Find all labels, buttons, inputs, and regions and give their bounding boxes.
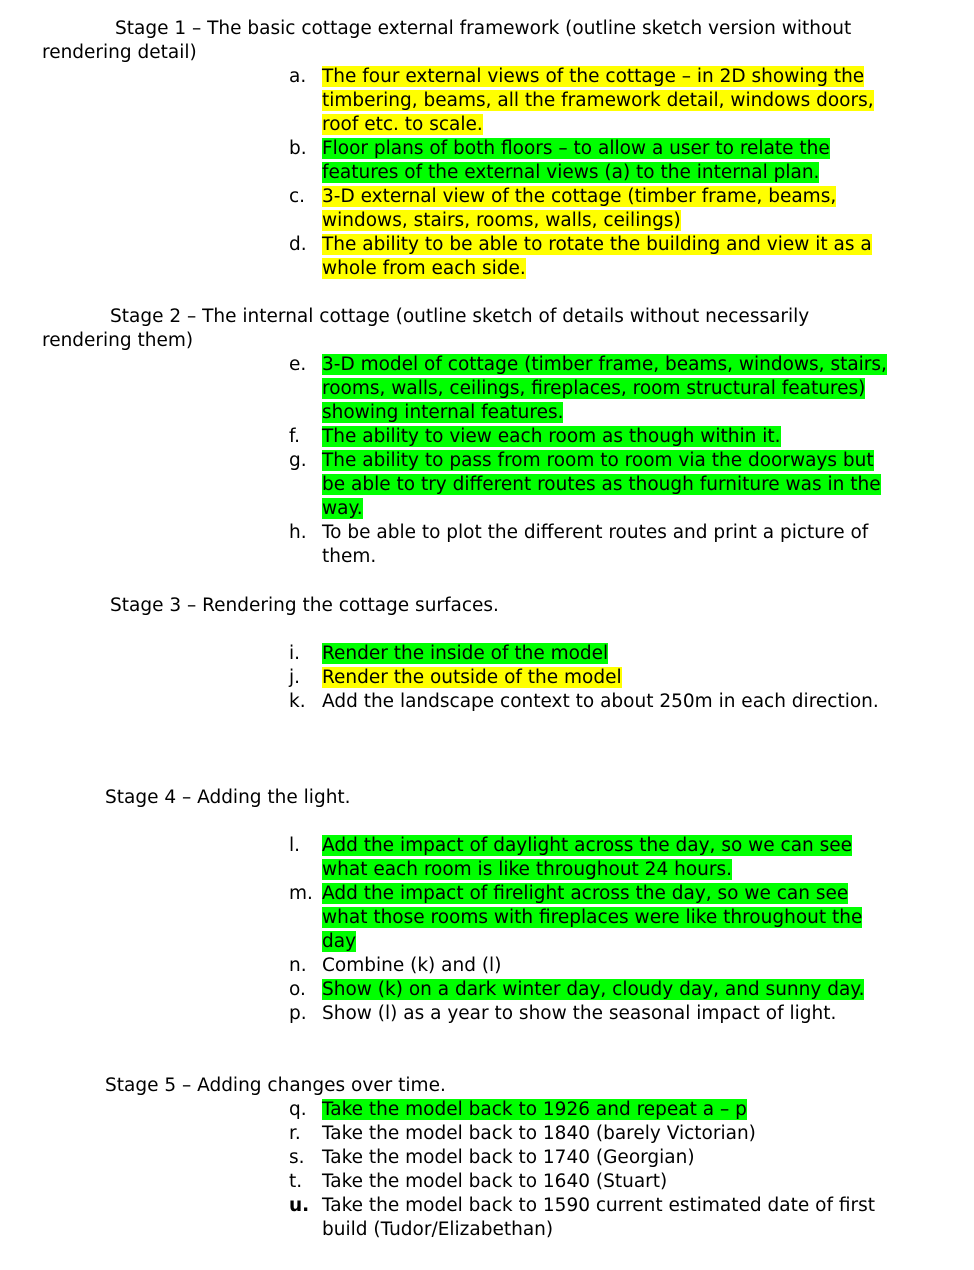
list-item-text: The ability to view each room as though within it. [322,426,781,447]
list-item-text: Render the inside of the model [322,643,609,664]
stage-1-heading [115,17,851,41]
list-item-text: Take the model back to 1740 (Georgian) [322,1147,695,1168]
stage-5-heading-line1: Stage 5 – Adding changes over time. [105,1075,446,1096]
stage-1-heading-line1: Stage 1 – The basic cottage external framework (outline sketch version without [115,18,852,39]
list-item-a [289,65,889,137]
list-item-u [289,1194,889,1242]
list-marker: b. [289,138,307,159]
list-item-text: Take the model back to 1640 (Stuart) [322,1171,668,1192]
stage-3-heading-line1: Stage 3 – Rendering the cottage surfaces. [110,595,499,616]
list-item-l [289,834,889,882]
list-item-s [289,1146,889,1170]
list-item-t [289,1170,889,1194]
list-marker: t. [289,1171,303,1192]
list-marker: c. [289,186,306,207]
stage-5-heading [105,1074,446,1098]
list-item-b [289,137,889,185]
list-item-m [289,882,889,954]
stage-2-heading-continued [42,329,193,353]
list-item-q [289,1098,889,1122]
list-marker: h. [289,522,307,543]
list-item-f [289,425,889,449]
list-item-text: Take the model back to 1590 current estimated date of first build (Tudor/Elizabethan) [322,1195,875,1240]
list-marker: g. [289,450,307,471]
stage-2-heading-line1: Stage 2 – The internal cottage (outline sketch of details without necessarily [110,306,810,327]
list-item-text: Floor plans of both floors – to allow a user to relate the features of the external views (a) to the internal plan. [322,138,830,183]
stage-4-heading-line1: Stage 4 – Adding the light. [105,787,351,808]
list-marker: u. [289,1195,310,1216]
list-item-text: Combine (k) and (l) [322,955,502,976]
list-item-text: The ability to pass from room to room via the doorways but be able to try different routes as though furniture was in the way. [322,450,881,519]
list-marker: i. [289,643,301,664]
list-marker: m. [289,883,313,904]
list-item-c [289,185,889,233]
list-item-text: Render the outside of the model [322,667,622,688]
list-marker: a. [289,66,307,87]
stage-2-heading [110,305,809,329]
list-item-text: 3-D model of cottage (timber frame, beams, windows, stairs, rooms, walls, ceilings, fireplaces, room structural features) showing internal features. [322,354,887,423]
list-item-text: Take the model back to 1840 (barely Victorian) [322,1123,756,1144]
list-marker: r. [289,1123,301,1144]
list-item-n [289,954,889,978]
list-marker: f. [289,426,301,447]
list-item-text: 3-D external view of the cottage (timber frame, beams, windows, stairs, rooms, walls, ceilings) [322,186,837,231]
list-marker: p. [289,1003,307,1024]
list-item-text: The four external views of the cottage – in 2D showing the timbering, beams, all the framework detail, windows doors, roof etc. to scale. [322,66,874,135]
list-item-text: Show (l) as a year to show the seasonal impact of light. [322,1003,837,1024]
list-item-o [289,978,889,1002]
list-marker: q. [289,1099,307,1120]
list-item-k [289,690,889,714]
list-item-e [289,353,889,425]
list-item-text: The ability to be able to rotate the building and view it as a whole from each side. [322,234,872,279]
list-marker: l. [289,835,301,856]
stage-4-heading [105,786,351,810]
list-marker: j. [289,667,301,688]
list-marker: d. [289,234,307,255]
list-item-text: Take the model back to 1926 and repeat a – p [322,1099,747,1120]
list-item-p [289,1002,889,1026]
list-item-text: Add the impact of firelight across the day, so we can see what those rooms with fireplaces were like throughout the day [322,883,863,952]
list-item-r [289,1122,889,1146]
stage-3-heading [110,594,499,618]
list-item-i [289,642,889,666]
list-marker: n. [289,955,307,976]
list-item-text: Add the landscape context to about 250m in each direction. [322,691,879,712]
list-item-text: Add the impact of daylight across the day, so we can see what each room is like throughout 24 hours. [322,835,853,880]
stage-1-heading-line2: rendering detail) [42,42,197,63]
list-item-h [289,521,889,569]
stage-2-heading-line2: rendering them) [42,330,194,351]
list-item-g [289,449,889,521]
list-item-text: To be able to plot the different routes and print a picture of them. [322,522,869,567]
list-item-text: Show (k) on a dark winter day, cloudy day, and sunny day. [322,979,865,1000]
list-marker: k. [289,691,306,712]
list-marker: s. [289,1147,305,1168]
list-item-j [289,666,889,690]
list-item-d [289,233,889,281]
list-marker: o. [289,979,306,1000]
stage-1-heading-continued [42,41,197,65]
list-marker: e. [289,354,307,375]
